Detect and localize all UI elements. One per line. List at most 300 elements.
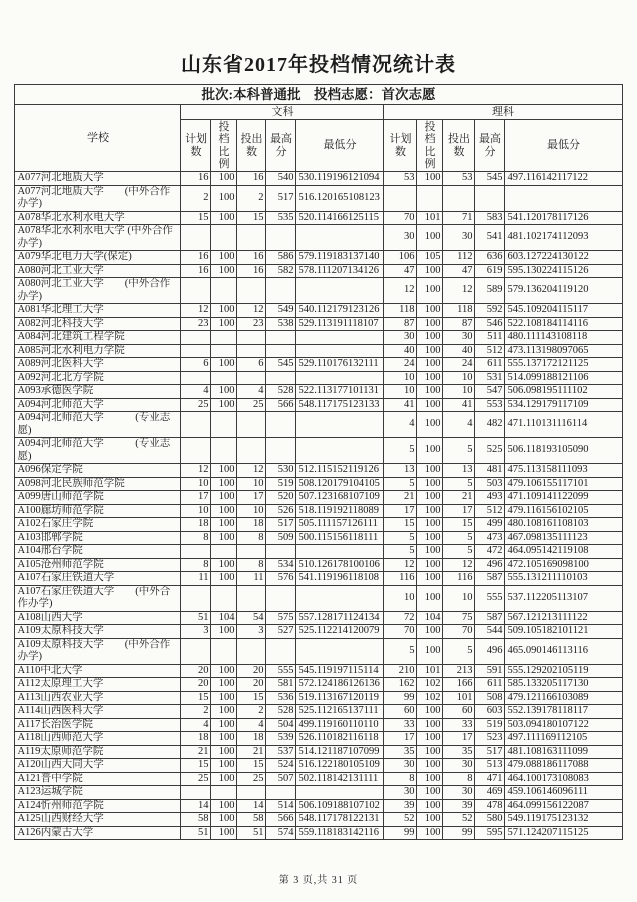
school-cell: A126内蒙古大学 bbox=[15, 826, 181, 840]
wen-max-cell: 517 bbox=[266, 518, 296, 532]
wen-cast-cell: 11 bbox=[237, 572, 266, 586]
wen-max-cell: 566 bbox=[266, 398, 296, 412]
wen-ratio-cell: 100 bbox=[211, 264, 237, 278]
wen-plan-cell: 4 bbox=[181, 718, 211, 732]
wen-ratio-cell: 100 bbox=[211, 477, 237, 491]
li-ratio-cell: 100 bbox=[417, 572, 443, 586]
school-column-header: 学校 bbox=[15, 105, 181, 172]
page-footer: 第 3 页,共 31 页 bbox=[278, 875, 359, 886]
wen-cast-cell: 18 bbox=[237, 732, 266, 746]
li-min-cell: 473.113198097065 bbox=[505, 344, 622, 358]
li-ratio-cell: 100 bbox=[417, 331, 443, 345]
li-ratio-cell: 100 bbox=[417, 385, 443, 399]
li-min-cell: 541.120178117126 bbox=[505, 211, 622, 225]
li-min-cell: 555.131211110103 bbox=[505, 572, 622, 586]
wen-ratio-cell: 100 bbox=[211, 385, 237, 399]
li-plan-cell: 8 bbox=[384, 772, 417, 786]
li-ratio-cell: 100 bbox=[417, 732, 443, 746]
wen-min-cell bbox=[296, 638, 384, 664]
wen-plan-cell: 10 bbox=[181, 477, 211, 491]
wen-min-cell: 512.115152119126 bbox=[296, 464, 384, 478]
li-ratio-cell: 100 bbox=[417, 344, 443, 358]
wen-plan-cell: 15 bbox=[181, 211, 211, 225]
wen-plan-cell: 15 bbox=[181, 759, 211, 773]
li-cast-cell: 21 bbox=[443, 491, 475, 505]
school-cell: A108山西大学 bbox=[15, 611, 181, 625]
school-cell: A121晋中学院 bbox=[15, 772, 181, 786]
li-min-cell: 506.118193105090 bbox=[505, 438, 622, 464]
table-row bbox=[15, 678, 622, 692]
school-cell: A089河北医科大学 bbox=[15, 358, 181, 372]
li-plan-cell: 5 bbox=[384, 638, 417, 664]
table-row bbox=[15, 358, 622, 372]
wen-max-cell: 526 bbox=[266, 504, 296, 518]
li-min-cell: 459.106146096111 bbox=[505, 786, 622, 800]
li-plan-cell: 30 bbox=[384, 331, 417, 345]
wen-cast-cell: 16 bbox=[237, 251, 266, 265]
li-ratio-cell: 100 bbox=[417, 398, 443, 412]
wen-max-cell bbox=[266, 278, 296, 304]
table-body bbox=[15, 172, 622, 840]
wen-cast-cell bbox=[237, 638, 266, 664]
wen-ratio-cell: 100 bbox=[211, 826, 237, 840]
li-ratio-cell: 100 bbox=[417, 745, 443, 759]
wen-max-cell: 582 bbox=[266, 264, 296, 278]
wen-ratio-cell: 100 bbox=[211, 705, 237, 719]
wen-min-cell: 519.113167120119 bbox=[296, 691, 384, 705]
wen-min-cell: 559.118183142116 bbox=[296, 826, 384, 840]
li-min-cell: 497.116142117122 bbox=[505, 172, 622, 186]
li-max-cell: 481 bbox=[475, 464, 505, 478]
li-plan-cell: 162 bbox=[384, 678, 417, 692]
li-min-cell: 514.099188121106 bbox=[505, 371, 622, 385]
li-min-cell: 481.108163111099 bbox=[505, 745, 622, 759]
wen-plan-cell: 21 bbox=[181, 745, 211, 759]
wen-ratio-cell bbox=[211, 225, 237, 251]
li-plan-header: 计划数 bbox=[384, 120, 417, 172]
li-cast-cell: 33 bbox=[443, 718, 475, 732]
li-max-cell: 511 bbox=[475, 331, 505, 345]
table-row bbox=[15, 438, 622, 464]
li-max-cell: 473 bbox=[475, 531, 505, 545]
li-max-cell: 592 bbox=[475, 304, 505, 318]
wen-ratio-cell: 100 bbox=[211, 745, 237, 759]
school-cell: A107石家庄铁道大学 (中外合作办学) bbox=[15, 585, 181, 611]
wen-max-cell: 536 bbox=[266, 691, 296, 705]
wen-min-header: 最低分 bbox=[296, 120, 384, 172]
wen-ratio-cell bbox=[211, 545, 237, 559]
wen-min-cell: 510.126178100106 bbox=[296, 558, 384, 572]
table-row bbox=[15, 531, 622, 545]
li-min-cell: 464.100173108083 bbox=[505, 772, 622, 786]
wen-plan-header: 计划数 bbox=[181, 120, 211, 172]
li-ratio-cell: 100 bbox=[417, 625, 443, 639]
li-max-cell: 544 bbox=[475, 625, 505, 639]
wen-min-cell: 516.120165108123 bbox=[296, 185, 384, 211]
table-row bbox=[15, 572, 622, 586]
li-min-cell: 471.109141122099 bbox=[505, 491, 622, 505]
wen-min-cell bbox=[296, 585, 384, 611]
li-min-cell: 549.119175123132 bbox=[505, 813, 622, 827]
wen-ratio-cell: 100 bbox=[211, 464, 237, 478]
wen-ratio-cell: 100 bbox=[211, 317, 237, 331]
wen-plan-cell: 11 bbox=[181, 572, 211, 586]
li-min-cell: 471.110131116114 bbox=[505, 412, 622, 438]
li-min-cell: 479.121166103089 bbox=[505, 691, 622, 705]
li-plan-cell: 17 bbox=[384, 504, 417, 518]
wen-plan-cell: 8 bbox=[181, 558, 211, 572]
school-cell: A104邢台学院 bbox=[15, 545, 181, 559]
li-cast-cell: 5 bbox=[443, 545, 475, 559]
wen-plan-cell bbox=[181, 225, 211, 251]
wen-max-cell: 549 bbox=[266, 304, 296, 318]
wen-cast-cell: 21 bbox=[237, 745, 266, 759]
school-cell: A113山西农业大学 bbox=[15, 691, 181, 705]
li-ratio-cell: 100 bbox=[417, 799, 443, 813]
group-header-row bbox=[15, 105, 622, 120]
li-cast-cell: 30 bbox=[443, 331, 475, 345]
li-ratio-cell: 100 bbox=[417, 264, 443, 278]
wen-plan-cell: 20 bbox=[181, 664, 211, 678]
table-row bbox=[15, 385, 622, 399]
table-row bbox=[15, 705, 622, 719]
wen-cast-cell: 23 bbox=[237, 317, 266, 331]
admission-stats-table bbox=[14, 84, 622, 840]
wen-plan-cell bbox=[181, 786, 211, 800]
li-ratio-cell: 100 bbox=[417, 759, 443, 773]
wen-max-cell: 520 bbox=[266, 491, 296, 505]
li-plan-cell: 5 bbox=[384, 531, 417, 545]
wen-cast-cell: 51 bbox=[237, 826, 266, 840]
li-cast-cell: 70 bbox=[443, 625, 475, 639]
li-ratio-cell: 101 bbox=[417, 664, 443, 678]
li-min-cell: 603.127224130122 bbox=[505, 251, 622, 265]
li-plan-cell: 60 bbox=[384, 705, 417, 719]
wen-max-cell bbox=[266, 371, 296, 385]
li-min-cell: 464.095142119108 bbox=[505, 545, 622, 559]
li-ratio-cell: 100 bbox=[417, 531, 443, 545]
li-min-cell: 555.129202105119 bbox=[505, 664, 622, 678]
wen-ratio-cell: 100 bbox=[211, 625, 237, 639]
wen-plan-cell bbox=[181, 545, 211, 559]
table-row bbox=[15, 264, 622, 278]
school-cell: A102石家庄学院 bbox=[15, 518, 181, 532]
wen-plan-cell: 51 bbox=[181, 826, 211, 840]
wen-cast-cell: 25 bbox=[237, 772, 266, 786]
li-ratio-cell: 100 bbox=[417, 477, 443, 491]
li-ratio-header: 投档比例 bbox=[417, 120, 443, 172]
li-cast-header: 投出数 bbox=[443, 120, 475, 172]
li-min-cell: 567.121213111122 bbox=[505, 611, 622, 625]
table-row bbox=[15, 732, 622, 746]
li-min-cell: 555.137172121125 bbox=[505, 358, 622, 372]
li-max-cell: 591 bbox=[475, 664, 505, 678]
wen-min-cell: 545.119197115114 bbox=[296, 664, 384, 678]
school-cell: A110中北大学 bbox=[15, 664, 181, 678]
table-row bbox=[15, 317, 622, 331]
wen-cast-cell: 4 bbox=[237, 385, 266, 399]
li-ratio-cell: 101 bbox=[417, 211, 443, 225]
li-ratio-cell: 100 bbox=[417, 412, 443, 438]
wen-min-cell bbox=[296, 412, 384, 438]
wen-max-cell: 555 bbox=[266, 664, 296, 678]
table-row bbox=[15, 225, 622, 251]
li-plan-cell: 10 bbox=[384, 385, 417, 399]
li-min-cell: 480.111143108118 bbox=[505, 331, 622, 345]
table-row bbox=[15, 412, 622, 438]
wen-cast-cell: 15 bbox=[237, 759, 266, 773]
table-row bbox=[15, 558, 622, 572]
li-plan-cell: 53 bbox=[384, 172, 417, 186]
wen-plan-cell bbox=[181, 638, 211, 664]
li-plan-cell: 30 bbox=[384, 225, 417, 251]
school-cell: A125山西财经大学 bbox=[15, 813, 181, 827]
li-cast-cell: 5 bbox=[443, 477, 475, 491]
wen-max-cell: 504 bbox=[266, 718, 296, 732]
school-cell: A080河北工业大学 (中外合作办学) bbox=[15, 278, 181, 304]
table-row bbox=[15, 799, 622, 813]
wen-ratio-cell: 104 bbox=[211, 611, 237, 625]
li-cast-cell: 112 bbox=[443, 251, 475, 265]
wen-cast-cell bbox=[237, 371, 266, 385]
li-min-cell: 472.105169098100 bbox=[505, 558, 622, 572]
wen-max-cell bbox=[266, 225, 296, 251]
li-max-cell: 595 bbox=[475, 826, 505, 840]
school-cell: A094河北师范大学 (专业志愿) bbox=[15, 412, 181, 438]
table-row bbox=[15, 772, 622, 786]
wen-cast-cell: 14 bbox=[237, 799, 266, 813]
wen-min-cell bbox=[296, 344, 384, 358]
li-plan-cell: 10 bbox=[384, 585, 417, 611]
wen-cast-cell: 10 bbox=[237, 504, 266, 518]
li-max-cell: 611 bbox=[475, 678, 505, 692]
li-ratio-cell: 100 bbox=[417, 786, 443, 800]
li-ratio-cell: 100 bbox=[417, 278, 443, 304]
wen-ratio-cell bbox=[211, 585, 237, 611]
wen-ratio-cell bbox=[211, 412, 237, 438]
li-min-cell bbox=[505, 185, 622, 211]
wen-ratio-cell: 100 bbox=[211, 358, 237, 372]
li-max-cell: 499 bbox=[475, 518, 505, 532]
li-max-cell: 512 bbox=[475, 344, 505, 358]
li-cast-cell: 213 bbox=[443, 664, 475, 678]
wen-plan-cell bbox=[181, 278, 211, 304]
school-cell: A084河北建筑工程学院 bbox=[15, 331, 181, 345]
li-min-cell: 552.139178118117 bbox=[505, 705, 622, 719]
li-cast-cell: 10 bbox=[443, 371, 475, 385]
li-plan-cell: 12 bbox=[384, 558, 417, 572]
li-ratio-cell: 100 bbox=[417, 304, 443, 318]
wen-plan-cell: 2 bbox=[181, 705, 211, 719]
wen-ratio-cell: 100 bbox=[211, 664, 237, 678]
table-row bbox=[15, 344, 622, 358]
li-max-cell: 496 bbox=[475, 638, 505, 664]
li-min-cell: 475.113158111093 bbox=[505, 464, 622, 478]
wen-cast-cell: 15 bbox=[237, 691, 266, 705]
wen-max-cell: 537 bbox=[266, 745, 296, 759]
wen-ratio-cell: 100 bbox=[211, 732, 237, 746]
wen-cast-cell bbox=[237, 278, 266, 304]
li-ratio-cell: 100 bbox=[417, 438, 443, 464]
li-ratio-cell: 104 bbox=[417, 611, 443, 625]
li-max-cell: 517 bbox=[475, 745, 505, 759]
li-min-cell: 481.102174112093 bbox=[505, 225, 622, 251]
li-max-cell: 580 bbox=[475, 813, 505, 827]
table-row bbox=[15, 718, 622, 732]
li-cast-cell: 35 bbox=[443, 745, 475, 759]
li-cast-cell: 87 bbox=[443, 317, 475, 331]
wen-cast-cell bbox=[237, 412, 266, 438]
wen-plan-cell: 18 bbox=[181, 732, 211, 746]
wen-plan-cell: 12 bbox=[181, 464, 211, 478]
li-max-cell: 545 bbox=[475, 172, 505, 186]
wen-ratio-cell: 100 bbox=[211, 304, 237, 318]
li-max-cell: 519 bbox=[475, 718, 505, 732]
wen-min-cell: 578.111207134126 bbox=[296, 264, 384, 278]
wen-min-cell bbox=[296, 225, 384, 251]
li-max-cell: 611 bbox=[475, 358, 505, 372]
wen-plan-cell: 15 bbox=[181, 691, 211, 705]
school-cell: A098河北民族师范学院 bbox=[15, 477, 181, 491]
wen-cast-cell bbox=[237, 545, 266, 559]
school-cell: A109太原科技大学 (中外合作办学) bbox=[15, 638, 181, 664]
li-cast-cell: 10 bbox=[443, 585, 475, 611]
li-cast-cell: 39 bbox=[443, 799, 475, 813]
school-cell: A100廊坊师范学院 bbox=[15, 504, 181, 518]
li-plan-cell: 47 bbox=[384, 264, 417, 278]
wen-ratio-cell: 100 bbox=[211, 172, 237, 186]
wen-ratio-cell bbox=[211, 278, 237, 304]
table-row bbox=[15, 786, 622, 800]
group-header-liberal-arts: 文科 bbox=[181, 105, 384, 120]
wen-cast-cell: 17 bbox=[237, 491, 266, 505]
li-cast-cell: 12 bbox=[443, 278, 475, 304]
li-cast-cell: 15 bbox=[443, 518, 475, 532]
li-plan-cell: 24 bbox=[384, 358, 417, 372]
wen-plan-cell: 3 bbox=[181, 625, 211, 639]
li-cast-cell: 101 bbox=[443, 691, 475, 705]
wen-max-cell: 574 bbox=[266, 826, 296, 840]
school-cell: A107石家庄铁道大学 bbox=[15, 572, 181, 586]
wen-plan-cell: 12 bbox=[181, 304, 211, 318]
table-row bbox=[15, 518, 622, 532]
school-cell: A085河北水利电力学院 bbox=[15, 344, 181, 358]
wen-min-cell: 541.119196118108 bbox=[296, 572, 384, 586]
li-cast-cell bbox=[443, 185, 475, 211]
table-row bbox=[15, 664, 622, 678]
wen-plan-cell: 8 bbox=[181, 531, 211, 545]
wen-ratio-cell: 100 bbox=[211, 398, 237, 412]
wen-cast-cell: 8 bbox=[237, 558, 266, 572]
li-ratio-cell: 100 bbox=[417, 718, 443, 732]
li-cast-cell: 10 bbox=[443, 385, 475, 399]
wen-cast-cell: 16 bbox=[237, 172, 266, 186]
school-cell: A094河北师范大学 bbox=[15, 398, 181, 412]
li-cast-cell: 13 bbox=[443, 464, 475, 478]
li-plan-cell: 30 bbox=[384, 786, 417, 800]
li-max-cell: 471 bbox=[475, 772, 505, 786]
wen-min-cell: 557.128171124134 bbox=[296, 611, 384, 625]
wen-cast-cell bbox=[237, 786, 266, 800]
wen-max-cell bbox=[266, 412, 296, 438]
li-plan-cell: 17 bbox=[384, 732, 417, 746]
li-ratio-cell: 100 bbox=[417, 518, 443, 532]
batch-line: 批次:本科普通批 投档志愿：首次志愿 bbox=[15, 85, 622, 105]
wen-min-cell: 540.112179123126 bbox=[296, 304, 384, 318]
wen-max-cell: 528 bbox=[266, 385, 296, 399]
wen-cast-cell: 2 bbox=[237, 185, 266, 211]
wen-min-cell: 572.124186126136 bbox=[296, 678, 384, 692]
wen-cast-cell: 2 bbox=[237, 705, 266, 719]
school-cell: A120山西大同大学 bbox=[15, 759, 181, 773]
batch-row bbox=[15, 85, 622, 105]
li-ratio-cell: 100 bbox=[417, 225, 443, 251]
li-max-cell: 525 bbox=[475, 438, 505, 464]
wen-max-cell bbox=[266, 438, 296, 464]
wen-cast-cell: 6 bbox=[237, 358, 266, 372]
li-min-cell: 465.090146113116 bbox=[505, 638, 622, 664]
wen-min-cell: 507.123168107109 bbox=[296, 491, 384, 505]
school-cell: A105沧州师范学院 bbox=[15, 558, 181, 572]
wen-min-cell bbox=[296, 545, 384, 559]
wen-ratio-cell bbox=[211, 438, 237, 464]
wen-max-cell: 527 bbox=[266, 625, 296, 639]
wen-ratio-cell: 100 bbox=[211, 251, 237, 265]
wen-cast-cell: 12 bbox=[237, 304, 266, 318]
li-min-cell: 545.109204115117 bbox=[505, 304, 622, 318]
li-cast-cell: 52 bbox=[443, 813, 475, 827]
wen-cast-cell: 54 bbox=[237, 611, 266, 625]
li-plan-cell: 15 bbox=[384, 518, 417, 532]
li-cast-cell: 60 bbox=[443, 705, 475, 719]
li-cast-cell: 12 bbox=[443, 558, 475, 572]
li-ratio-cell: 100 bbox=[417, 826, 443, 840]
wen-min-cell: 506.109188107102 bbox=[296, 799, 384, 813]
li-plan-cell bbox=[384, 185, 417, 211]
wen-cast-cell: 20 bbox=[237, 664, 266, 678]
li-min-header: 最低分 bbox=[505, 120, 622, 172]
table-row bbox=[15, 504, 622, 518]
school-cell: A123运城学院 bbox=[15, 786, 181, 800]
school-cell: A118山西师范大学 bbox=[15, 732, 181, 746]
school-cell: A103邯郸学院 bbox=[15, 531, 181, 545]
li-cast-cell: 118 bbox=[443, 304, 475, 318]
table-row bbox=[15, 759, 622, 773]
wen-min-cell: 499.119160110110 bbox=[296, 718, 384, 732]
wen-min-cell: 518.119192118089 bbox=[296, 504, 384, 518]
li-plan-cell: 70 bbox=[384, 211, 417, 225]
wen-cast-cell: 3 bbox=[237, 625, 266, 639]
li-plan-cell: 106 bbox=[384, 251, 417, 265]
li-plan-cell: 21 bbox=[384, 491, 417, 505]
li-plan-cell: 70 bbox=[384, 625, 417, 639]
wen-plan-cell bbox=[181, 344, 211, 358]
li-plan-cell: 30 bbox=[384, 759, 417, 773]
wen-cast-cell: 20 bbox=[237, 678, 266, 692]
li-max-cell: 496 bbox=[475, 558, 505, 572]
school-cell: A078华北水利水电大学 (中外合作办学) bbox=[15, 225, 181, 251]
li-ratio-cell: 100 bbox=[417, 813, 443, 827]
table-row bbox=[15, 638, 622, 664]
li-ratio-cell: 100 bbox=[417, 358, 443, 372]
wen-min-cell: 529.113191118107 bbox=[296, 317, 384, 331]
wen-min-cell bbox=[296, 371, 384, 385]
wen-plan-cell bbox=[181, 412, 211, 438]
wen-min-cell: 514.121187107099 bbox=[296, 745, 384, 759]
wen-max-cell: 586 bbox=[266, 251, 296, 265]
wen-min-cell: 520.114166125115 bbox=[296, 211, 384, 225]
li-cast-cell: 47 bbox=[443, 264, 475, 278]
